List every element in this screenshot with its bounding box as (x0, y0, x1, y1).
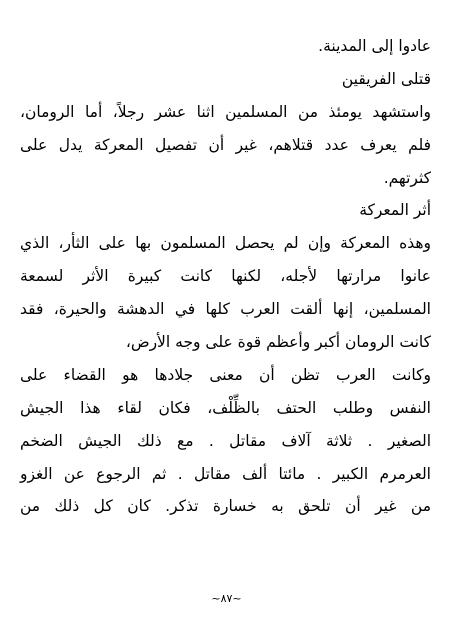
text-line: كثرتهم. (383, 168, 431, 187)
text-line: النفس وطلب الحتف بالظِّلْف، فكان لقاء هذا الجيش (20, 398, 431, 417)
text-line: وهذه المعركة وإن لم يحصل المسلمون بها على الثأر، الذي (20, 234, 431, 253)
text-line-ended-return: عادوا إلى المدينة. (318, 37, 431, 55)
text-line: الصغير . ثلاثة آلاف مقاتل . مع ذلك الجيش الضخم (20, 431, 431, 450)
text-line: من غير أن تلحق به خسارة تذكر. كان كل ذلك من (20, 497, 431, 516)
text-line: واستشهد يومئذ من المسلمين اثنا عشر رجلاً، أما الرومان، (20, 102, 431, 121)
body-text (20, 30, 431, 523)
section-heading-casualties: قتلى الفريقين (341, 69, 431, 88)
text-line: المسلمين، إنها ألقت العرب كلها في الدهشة والحيرة، فقد (20, 300, 431, 319)
page-number: ~٨٧~ (211, 592, 242, 605)
text-line: عانوا مرارتها لأجله، لكنها كانت كبيرة الأثر لسمعة (20, 267, 431, 286)
text-line: وكانت العرب تظن أن معنى جلادها هو القضاء على (20, 365, 431, 384)
text-line: كانت الرومان أكبر وأعظم قوة على وجه الأرض، (125, 333, 431, 352)
section-heading-battle-impact: أثر المعركة (359, 201, 431, 220)
text-line: فلم يعرف عدد قتلاهم، غير أن تفصيل المعركة يدل على (20, 135, 431, 154)
text-line: العرمرم الكبير . مائتا ألف مقاتل . ثم الرجوع عن الغزو (20, 464, 431, 483)
